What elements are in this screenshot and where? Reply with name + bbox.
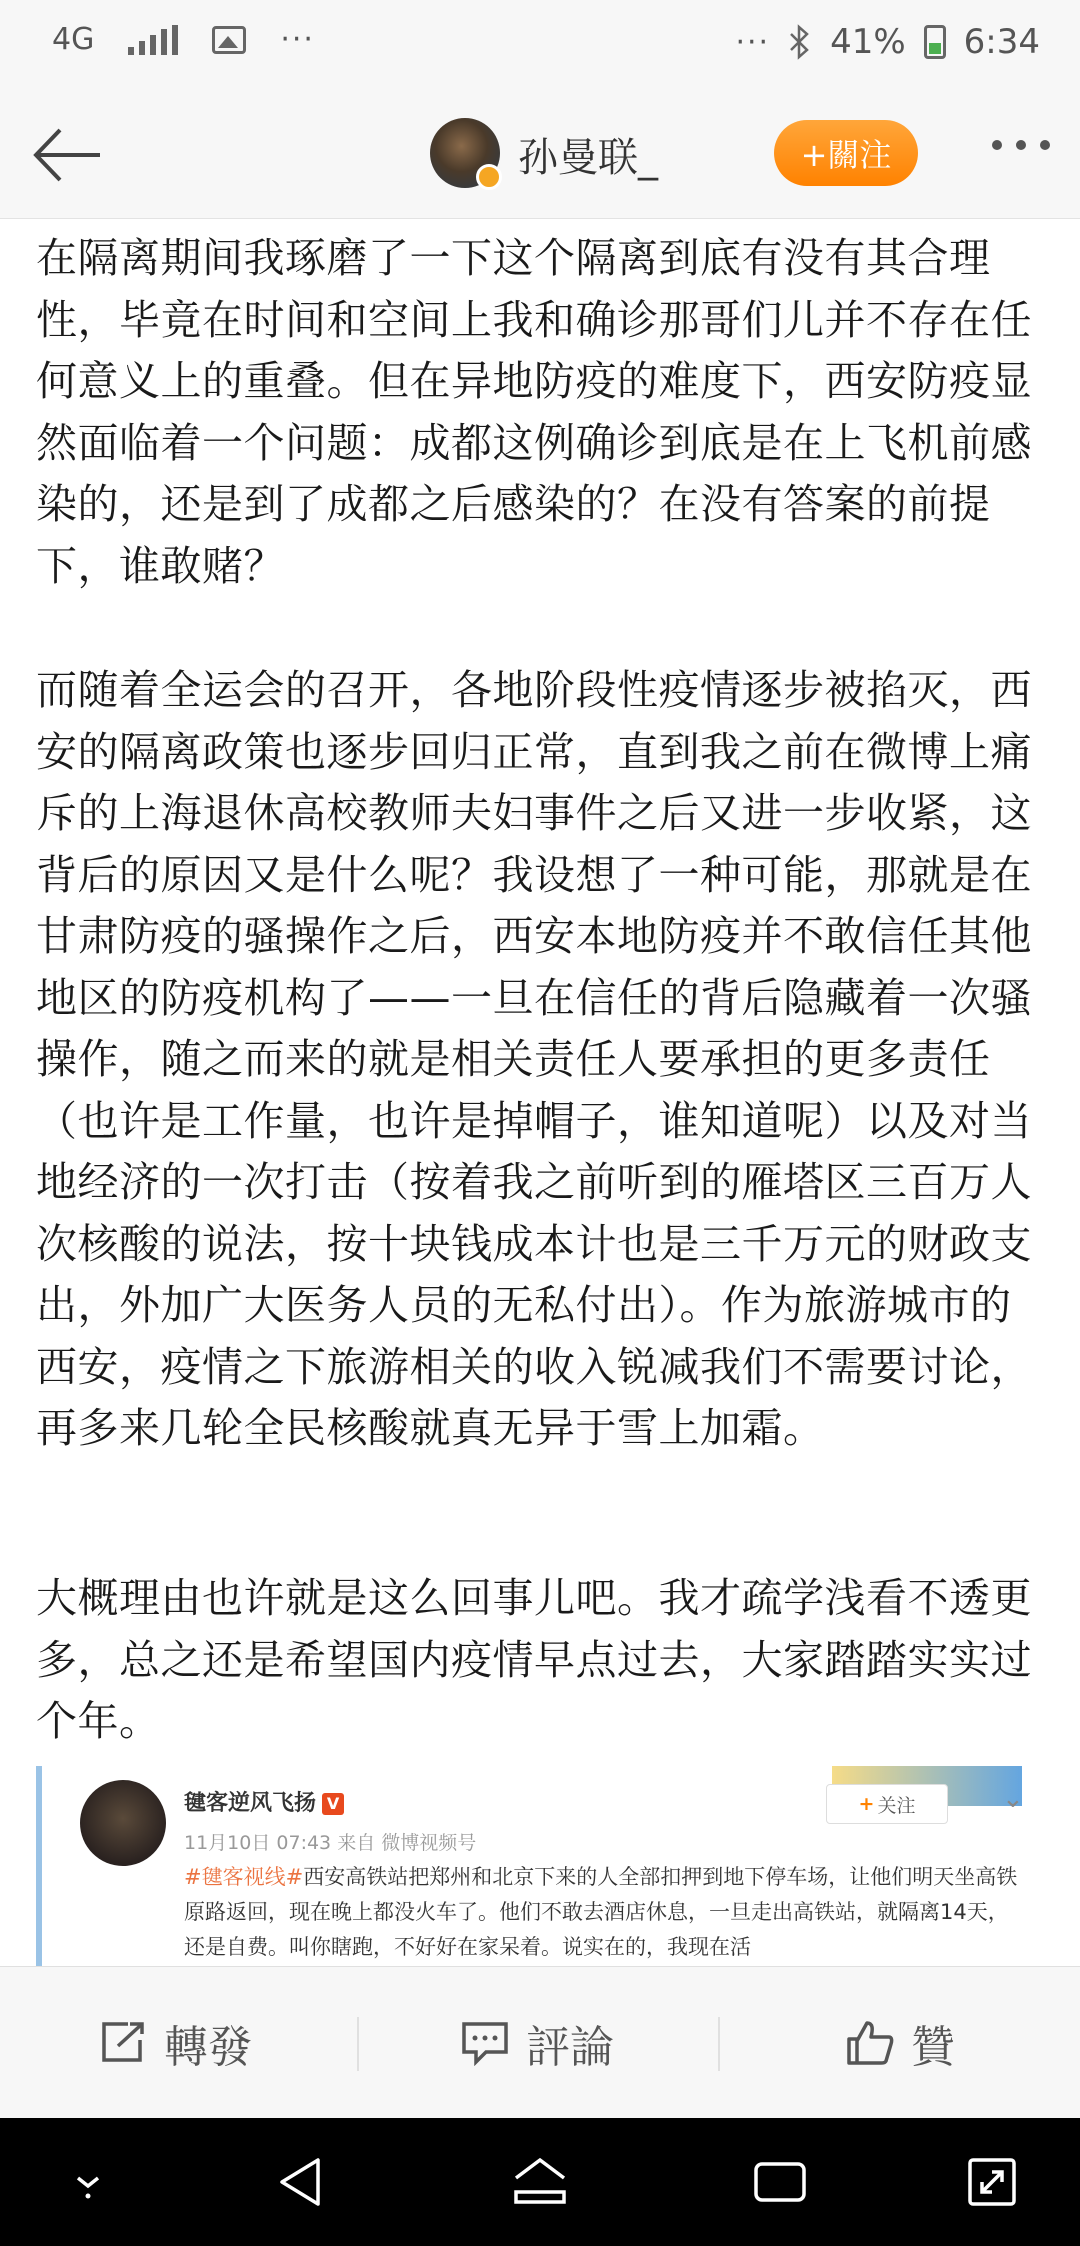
embed-post-meta: 11月10日 07:43 来自 微博视频号 <box>184 1832 477 1854</box>
like-button[interactable] <box>845 1967 955 2119</box>
home-nav-icon[interactable] <box>510 2152 570 2212</box>
divider <box>718 2017 720 2071</box>
back-arrow-icon[interactable] <box>28 120 108 190</box>
comment-label: 評論 <box>526 2022 614 2073</box>
back-nav-icon[interactable] <box>272 2152 332 2212</box>
repost-icon <box>98 2020 148 2066</box>
embedded-post-card[interactable] <box>36 1766 1046 1966</box>
post-action-bar <box>0 1966 1080 2119</box>
clock: 6:34 <box>963 22 1040 62</box>
embed-author-name-text: 毽客逆风飞扬 <box>184 1791 317 1816</box>
battery-icon <box>924 25 946 59</box>
recents-nav-icon[interactable] <box>750 2152 810 2212</box>
comment-button[interactable] <box>460 1967 614 2119</box>
thumbs-up-icon <box>845 2019 895 2067</box>
image-icon <box>212 26 246 54</box>
embed-author-name[interactable] <box>184 1786 344 1817</box>
vip-badge-icon: V <box>322 1793 344 1815</box>
divider <box>357 2017 359 2071</box>
embed-hashtag[interactable]: #毽客视线# <box>184 1865 304 1889</box>
bluetooth-icon <box>788 24 812 60</box>
comment-icon <box>460 2020 510 2066</box>
embed-post-body: 西安高铁站把郑州和北京下来的人全部扣押到地下停车场，让他们明天坐高铁原路返回，现在晚上都没火车了。他们不敢去酒店休息，一旦走出高铁站，就隔离14天，还是自费。叫你瞎跑，不好好在家呆着。说实在的，我现在活 <box>184 1865 1018 1959</box>
signal-icon <box>128 25 178 55</box>
status-bar <box>0 0 1080 90</box>
embed-follow-button[interactable]: + 关注 <box>826 1784 948 1824</box>
article-paragraph: 而随着全运会的召开，各地阶段性疫情逐步被掐灭，西安的隔离政策也逐步回归正常，直到我之前在微博上痛斥的上海退休高校教师夫妇事件之后又进一步收紧，这背后的原因又是什么呢？我设想了一种可能，那就是在甘肃防疫的骚操作之后，西安本地防疫并不敢信任其他地区的防疫机构了——一旦在信任的背后隐藏着一次骚操作，随之而来的就是相关责任人要承担的更多责任（也许是工作量，也许是掉帽子，谁知道呢）以及对当地经济的一次打击（按着我之前听到的雁塔区三百万人次核酸的说法，按十块钱成本计也是三千万元的财政支出，外加广大医务人员的无私付出）。作为旅游城市的西安，疫情之下旅游相关的收入锐减我们不需要讨论，再多来几轮全民核酸就真无异于雪上加霜。 <box>36 666 1032 1452</box>
verified-badge-icon <box>476 164 502 190</box>
like-label: 贊 <box>911 2022 955 2073</box>
hide-nav-icon[interactable] <box>58 2152 118 2212</box>
expand-screen-icon[interactable] <box>962 2152 1022 2212</box>
embed-author-avatar[interactable] <box>80 1780 166 1866</box>
follow-button[interactable]: +關注 <box>774 120 918 186</box>
more-notifications: ··· <box>280 22 315 57</box>
author-name[interactable]: 孙曼联_ <box>518 135 658 181</box>
more-status: ··· <box>735 24 771 60</box>
chevron-down-icon[interactable]: ⌄ <box>1002 1784 1024 1814</box>
more-options-icon[interactable] <box>992 140 1050 150</box>
embed-post-text <box>184 1860 1024 1965</box>
repost-label: 轉發 <box>164 2022 252 2073</box>
battery-percent: 41% <box>830 22 906 62</box>
article-paragraph: 在隔离期间我琢磨了一下这个隔离到底有没有其合理性，毕竟在时间和空间上我和确诊那哥们儿并不存在任何意义上的重叠。但在异地防疫的难度下，西安防疫显然面临着一个问题：成都这例确诊到底是在上飞机前感染的，还是到了成都之后感染的？在没有答案的前提下，谁敢赌？ <box>36 234 1032 590</box>
repost-button[interactable] <box>98 1967 252 2119</box>
article-paragraph: 大概理由也许就是这么回事儿吧。我才疏学浅看不透更多，总之还是希望国内疫情早点过去，大家踏踏实实过个年。 <box>36 1574 1032 1745</box>
top-nav-bar <box>0 90 1080 219</box>
embed-follow-label: 关注 <box>877 1794 916 1817</box>
system-nav-bar <box>0 2118 1080 2246</box>
network-type: 4G <box>52 21 95 57</box>
